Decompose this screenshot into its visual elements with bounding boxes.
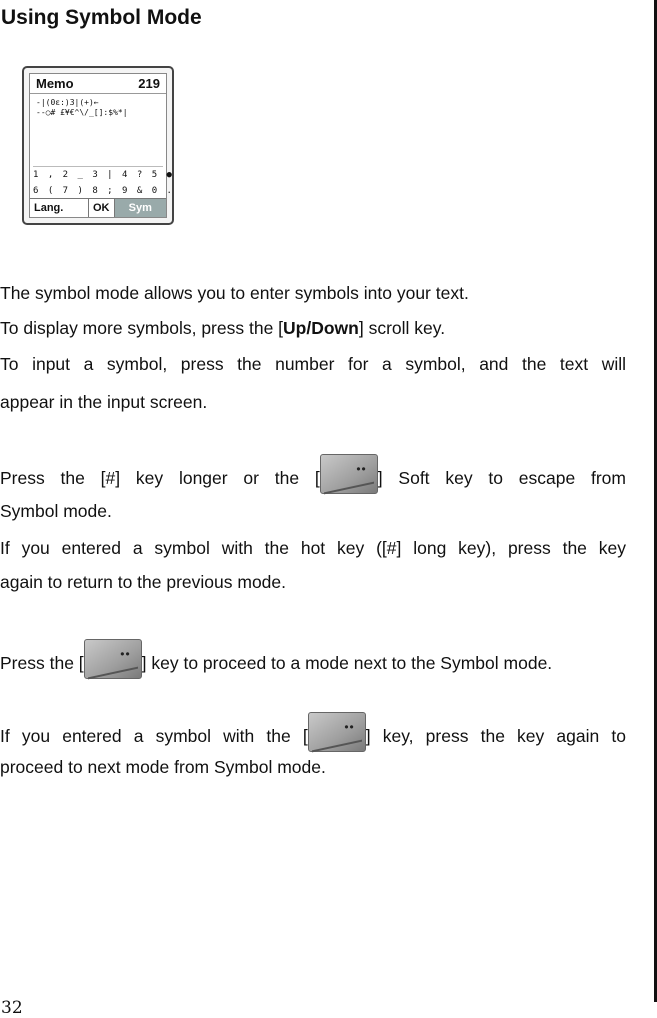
screen-titlebar [30,74,166,94]
paragraph-line [0,454,626,488]
paragraph-line: appear in the input screen. [0,392,208,412]
phone-display [29,73,174,218]
paragraph: The symbol mode allows you to enter symbols into your text. [0,283,469,303]
paragraph-line: If you entered a symbol with the hot key ([#] long key), press the key [0,538,626,558]
softkey-bar [30,198,166,217]
soft-key-icon [320,454,378,494]
paragraph-line: Symbol mode. [0,501,112,521]
paragraph-line: again to return to the previous mode. [0,572,287,592]
key-name: Up/Down [283,318,359,338]
text: To display more symbols, press the [ [0,318,284,338]
text: If you entered a symbol with the [ [0,726,308,746]
soft-key-icon [308,712,366,752]
phone-screen-illustration [22,66,174,225]
paragraph-line [0,639,640,679]
memo-text [36,98,128,118]
screen-title: Memo [36,76,74,91]
text: ] scroll key. [358,318,446,338]
soft-right-label: Sym [115,199,167,217]
soft-mid-label: OK [88,199,115,217]
memo-line: -|(0ε:)3|(+)← [36,98,99,107]
symbol-row: 6 ( 7 ) 8 ; 9 & 0 . [33,186,174,196]
page-number: 32 [1,998,23,1018]
text: Press the [ [0,653,84,673]
text: ] Soft key to escape from [377,468,626,488]
text: Press the [#] key longer or the [ [0,468,320,488]
text: ] key, press the key again to [365,726,626,746]
paragraph-line: To input a symbol, press the number for a symbol, and the text will [0,354,626,374]
memo-line: --○# £¥€^\/_[]:$%*| [36,108,128,117]
symbol-row: 1 , 2 _ 3 | 4 ? 5 ● [33,170,174,180]
soft-key-icon [84,639,142,679]
text: ] key to proceed to a mode next to the Symbol mode. [141,653,553,673]
section-heading: Using Symbol Mode [1,6,202,29]
soft-left-label: Lang. [34,202,64,214]
paragraph-line [0,712,626,752]
char-counter: 219 [138,76,160,91]
paragraph-line: proceed to next mode from Symbol mode. [0,757,326,777]
paragraph [0,318,626,338]
